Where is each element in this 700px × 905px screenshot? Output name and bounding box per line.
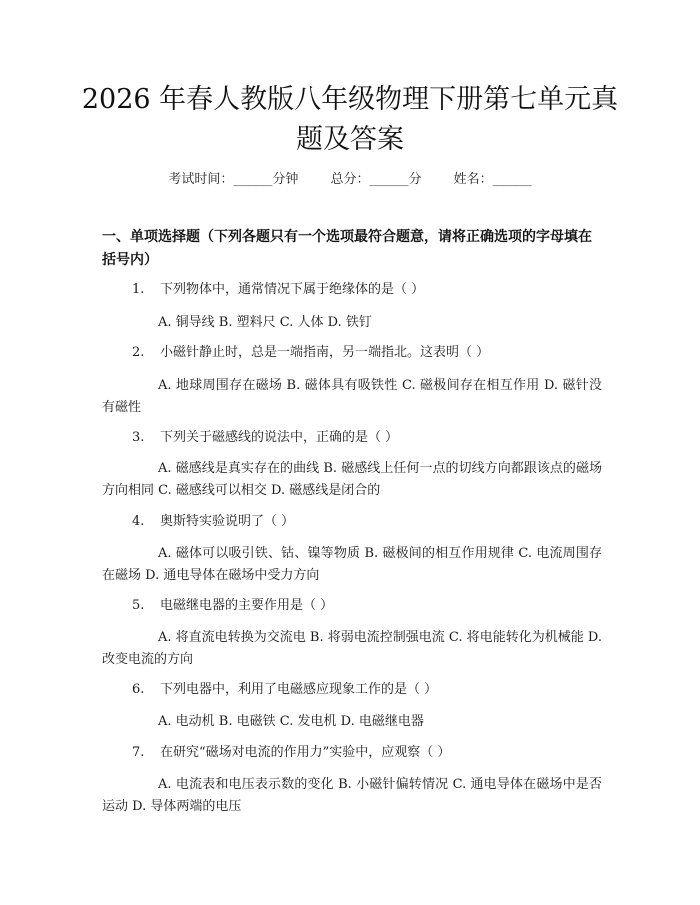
exam-time: 考试时间：______分钟 [168, 172, 299, 187]
student-name: 姓名：______ [453, 172, 532, 187]
question-options: A. 电动机 B. 电磁铁 C. 发电机 D. 电磁继电器 [158, 714, 424, 729]
question-stem [102, 742, 602, 764]
question-text: 在研究“磁场对电流的作用力”实验中，应观察（ ） [160, 745, 451, 760]
question-number: 1. [132, 282, 145, 297]
question-text: 下列关于磁感线的说法中，正确的是（ ） [160, 430, 399, 445]
question-number: 7. [132, 745, 145, 760]
question-text: 下列电器中，利用了电磁感应现象工作的是（ ） [160, 682, 438, 697]
question-options: A. 地球周围存在磁场 B. 磁体具有吸铁性 C. 磁极间存在相互作用 D. 磁针没有磁性 [102, 378, 602, 415]
page-title [80, 80, 620, 160]
question-stem [102, 679, 602, 701]
question-text: 下列物体中，通常情况下属于绝缘体的是（ ） [160, 282, 425, 297]
question-stem [102, 342, 602, 364]
question-text: 电磁继电器的主要作用是（ ） [160, 598, 334, 613]
title-line-1: 2026 年春人教版八年级物理下册第七单元真 [81, 84, 619, 115]
exam-total-score: 总分：______分 [330, 172, 422, 187]
exam-meta [0, 168, 700, 187]
question-options: A. 将直流电转换为交流电 B. 将弱电流控制强电流 C. 将电能转化为机械能 D. 改变电流的方向 [102, 630, 602, 667]
question-options: A. 磁感线是真实存在的曲线 B. 磁感线上任何一点的切线方向都跟该点的磁场方向相同 C. 磁感线可以相交 D. 磁感线是闭合的 [102, 461, 602, 498]
question-stem [102, 511, 602, 533]
question-options: A. 电流表和电压表示数的变化 B. 小磁针偏转情况 C. 通电导体在磁场中是否运动 D. 导体两端的电压 [102, 777, 602, 814]
question-stem [102, 279, 602, 301]
question-number: 5. [132, 598, 145, 613]
question-number: 3. [132, 430, 145, 445]
question-number: 6. [132, 682, 145, 697]
section-heading: 一、单项选择题（下列各题只有一个选项最符合题意，请将正确选项的字母填在括号内） [102, 229, 592, 268]
question-options: A. 铜导线 B. 塑料尺 C. 人体 D. 铁钉 [158, 315, 372, 330]
question-text: 奥斯特实验说明了（ ） [160, 514, 295, 529]
question-number: 2. [132, 345, 145, 360]
question-stem [102, 427, 602, 449]
title-line-2: 题及答案 [296, 124, 404, 155]
question-number: 4. [132, 514, 145, 529]
question-text: 小磁针静止时，总是一端指南，另一端指北。这表明（ ） [160, 345, 490, 360]
question-stem [102, 595, 602, 617]
question-options: A. 磁体可以吸引铁、钴、镍等物质 B. 磁极间的相互作用规律 C. 电流周围存在磁场 D. 通电导体在磁场中受力方向 [102, 546, 602, 583]
